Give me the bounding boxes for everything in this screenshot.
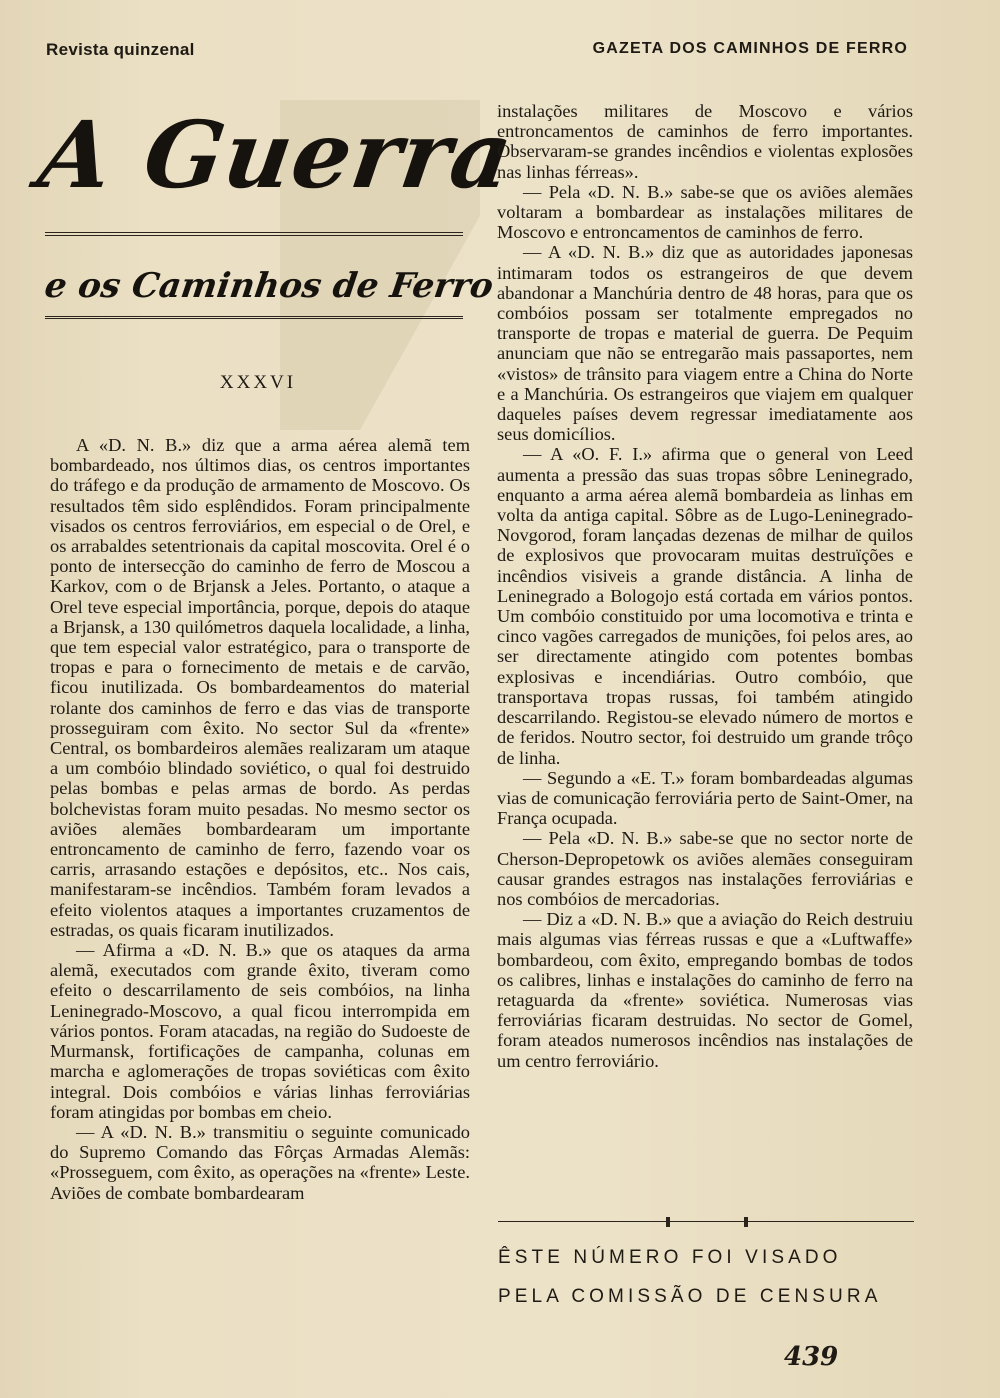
paragraph: — A «D. N. B.» diz que as autoridades japonesas intimaram todos os estrangeiros de que devem abandonar a Manchúria dentro de 48 horas, para que os combóios possam ser totalmente empregados no transporte de tropas e material de guerra. De Pequim anunciam que não se entregarão mais passaportes, nem «vistos» de trânsito para viagem entre a China do Norte e a Manchúria. Os estrangeiros que viajem em qualquer daqueles países devem regressar imediatamente aos seus domicílios. (497, 242, 913, 445)
censor-notice-line-1: ÊSTE NÚMERO FOI VISADO (498, 1247, 842, 1268)
paragraph-continued: instalações militares de Moscovo e vários entroncamentos de caminhos de ferro importantes. Observaram-se grandes incêndios e violentas explosões nas linhas férreas». (497, 101, 913, 182)
rule-line (498, 1221, 914, 1222)
paragraph: — Segundo a «E. T.» foram bombardeadas algumas vias de comunicação ferroviária perto de Saint-Omer, na França ocupada. (497, 767, 913, 829)
rule-mark (666, 1217, 670, 1227)
paragraph: A «D. N. B.» diz que a arma aérea alemã tem bombardeado, nos últimos dias, os centros importantes do tráfego e da produção de armamento de Moscovo. Os resultados têm sido esplêndidos. Foram principalmente visados os centros ferroviários, em especial o de Orel, e os arrabaldes setentrionais da capital moscovita. Orel é o ponto de intersecção do caminho de ferro de Moscou a Karkov, com o de Brjansk a Jeles. Portanto, o ataque a Orel teve especial importância, porque, depois do ataque a Brjansk, a 130 quilómetros daquela localidade, a linha, que tem especial valor estratégico, para o transporte de tropas e para o fornecimento de metais e de carvão, ficou inutilizada. Os bombardeamentos do material rolante dos caminhos de ferro e das vias de transporte prosseguiram com êxito. No sector Sul da «frente» Central, os bombardeiros alemães realizaram um ataque a um combóio blindado soviético, o qual foi destruido pelas bombas e pelas armas de bordo. As perdas bolchevistas foram muito pesadas. No mesmo sector os aviões alemães bombardearam um importante entroncamento de caminho de ferro, fazendo voar os carris, arrasando estações e depósitos, etc.. Nos cais, manifestaram-se incêndios. Também foram levados a efeito violentos ataques a importantes cruzamentos de estradas, os quais ficaram inutilizados. (50, 435, 470, 940)
right-column (497, 101, 913, 1071)
article-title: A Guerra (32, 101, 520, 209)
paragraph: — A «D. N. B.» transmitiu o seguinte comunicado do Supremo Comando das Fôrças Armadas Alemãs: «Prosseguem, com êxito, as operações na «frente» Leste. Aviões de combate bombardearam (50, 1121, 470, 1203)
paragraph: — Afirma a «D. N. B.» que os ataques da arma alemã, executados com grande êxito, tiveram como efeito o descarrilamento de seis combóios, na linha Leninegrado-Moscovo, a qual ficou interrompida em vários pontos. Foram atacadas, na região do Sudoeste de Murmansk, fortificações de campanha, colunas em marcha e aglomerações de tropas soviéticas com êxito integral. Dois combóios e várias linhas ferroviárias foram atingidas por bombas em cheio. (50, 940, 470, 1122)
censor-notice-line-2: PELA COMISSÃO DE CENSURA (498, 1286, 882, 1307)
title-rule-top (45, 232, 463, 236)
running-header-right: GAZETA DOS CAMINHOS DE FERRO (592, 40, 908, 57)
paragraph: — Pela «D. N. B.» sabe-se que no sector norte de Cherson-Depropetowk os aviões alemães conseguiram causar grandes estragos nas instalações ferroviárias e nos combóios de mercadorias. (497, 828, 913, 909)
end-of-article-rule (498, 1217, 914, 1225)
article-subtitle: e os Caminhos de Ferro (42, 266, 496, 306)
left-column (50, 435, 470, 1203)
title-rule-bottom (45, 316, 463, 319)
paragraph: — A «O. F. I.» afirma que o general von Leed aumenta a pressão das suas tropas sôbre Leninegrado, enquanto a arma aérea alemã bombardeia as linhas em volta da antiga capital. Sôbre as de Lugo-Leninegrado-Novgorod, foram lançadas dezenas de milhar de quilos de explosivos que provocaram muitas destruïções e incêndios visiveis a grande distância. A linha de Leninegrado a Bologojo está cortada em vários pontos. Um combóio constituido por uma locomotiva e trinta e cinco vagões carregados de munições, foi pelos ares, ao ser directamente atingido com potentes bombas explosivas e incendiárias. Outro combóio, que transportava tropas russas, foi também atingido descarrilando. Registou-se elevado número de mortos e de feridos. Noutro sector, foi destruido um grande trôço de linha. (497, 444, 913, 768)
running-header-left: Revista quinzenal (46, 40, 195, 59)
rule-mark (744, 1217, 748, 1227)
page-number: 439 (784, 1342, 839, 1372)
section-number: XXXVI (219, 372, 297, 393)
paragraph: — Diz a «D. N. B.» que a aviação do Reich destruiu mais algumas vias férreas russas e que a «Luftwaffe» bombardeou, com êxito, empregando bombas de todos os calibres, linhas e instalações do caminho de ferro na retaguarda da «frente» soviética. Numerosas vias ferroviárias ficaram destruidas. No sector de Gomel, foram ateados numerosos incêndios nas instalações de um centro ferroviário. (497, 909, 913, 1071)
paragraph: — Pela «D. N. B.» sabe-se que os aviões alemães voltaram a bombardear as instalações militares de Moscovo e entroncamentos de caminhos de ferro. (497, 181, 913, 243)
